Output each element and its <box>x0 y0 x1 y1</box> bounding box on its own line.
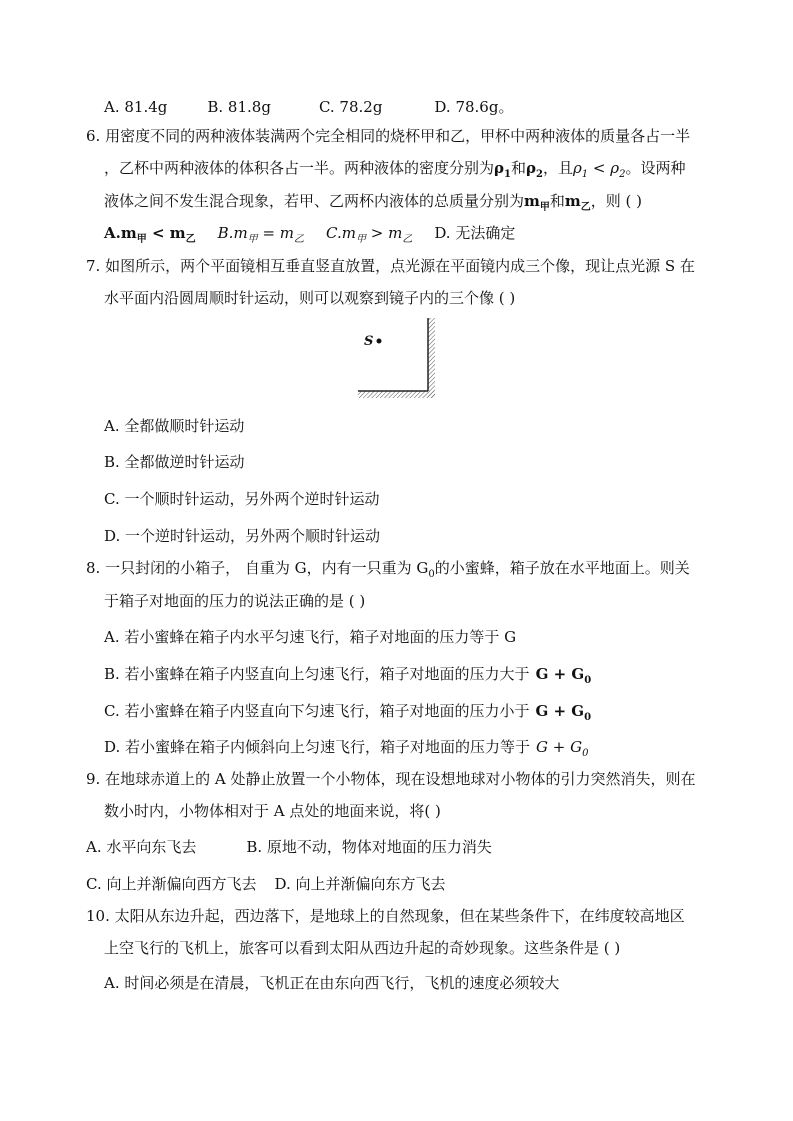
g-plus-g0: $G + G_0$ <box>535 702 592 723</box>
q8-stem-line1 <box>86 558 690 578</box>
q9-option-c: C. 向上并渐偏向西方飞去 <box>86 875 257 893</box>
and-text: 和 <box>510 159 526 177</box>
q5-option-a: A. 81.4g <box>104 98 168 116</box>
point-source-dot <box>377 339 382 344</box>
perpendicular-mirrors-diagram <box>358 318 442 402</box>
q8-option-d-text: D. 若小蜜蜂在箱子内倾斜向上匀速飞行，箱子对地面的压力等于 <box>104 738 531 756</box>
vertical-mirror-hatch <box>428 318 435 398</box>
g-plus-g0: $G + G_0$ <box>535 665 592 686</box>
rho2-symbol: $\rho_2$ <box>525 159 543 180</box>
g-plus-g0: $G + G_0$ <box>536 738 589 759</box>
q9-option-b: B. 原地不动，物体对地面的压力消失 <box>246 838 492 856</box>
q9-stem-line1: 9. 在地球赤道上的 A 处静止放置一个小物体，现在设想地球对小物体的引力突然消失，则在 <box>86 770 696 788</box>
horizontal-mirror-hatch <box>358 391 435 398</box>
q8-line1-text: 8. 一只封闭的小箱子， 自重为 G，内有一只重为 G <box>86 559 429 577</box>
g0-subscript: 0 <box>428 569 435 580</box>
q8-option-c <box>104 701 591 721</box>
q6-option-a: $A.m_甲 < m_乙$ <box>104 224 196 245</box>
q6-option-d: D. 无法确定 <box>434 224 516 242</box>
q6-line3-end: ，则 ( ) <box>590 192 643 210</box>
q7-stem-line1: 7. 如图所示，两个平面镜相互垂直竖直放置，点光源在平面镜内成三个像，现让点光源 S 在 <box>86 257 695 275</box>
q6-option-b: $B.m_甲 = m_乙$ <box>217 224 305 245</box>
m-jia-symbol: $m_甲$ <box>524 192 550 213</box>
q10-stem-line1: 10. 太阳从东边升起，西边落下，是地球上的自然现象，但在某些条件下，在纬度较高地区 <box>86 907 685 925</box>
q8-option-b-text: B. 若小蜜蜂在箱子内竖直向上匀速飞行，箱子对地面的压力大于 <box>104 665 530 683</box>
q10-option-a: A. 时间必须是在清晨，飞机正在由东向西飞行，飞机的速度必须较大 <box>104 974 560 992</box>
q8-line1-end: 的小蜜蜂，箱子放在水平地面上。则关 <box>434 559 690 577</box>
q7-option-c: C. 一个顺时针运动，另外两个逆时针运动 <box>104 490 380 508</box>
q5-options <box>104 97 513 117</box>
q9-options-row1 <box>86 837 492 857</box>
q8-option-a: A. 若小蜜蜂在箱子内水平匀速飞行，箱子对地面的压力等于 G <box>104 628 517 646</box>
q6-stem-line2 <box>104 158 685 178</box>
point-source-label: S <box>364 334 374 349</box>
q7-option-a: A. 全都做顺时针运动 <box>104 417 245 435</box>
q6-option-c: $C.m_甲 > m_乙$ <box>326 224 413 245</box>
q6-line2-end: 。设两种 <box>625 159 686 177</box>
and-also-text: ，且 <box>542 159 573 177</box>
q10-stem-line2: 上空飞行的飞机上，旅客可以看到太阳从西边升起的奇妙现象。这些条件是 ( ) <box>104 939 621 957</box>
q6-stem-line1: 6. 用密度不同的两种液体装满两个完全相同的烧杯甲和乙，甲杯中两种液体的质量各占一半 <box>86 127 691 145</box>
q5-option-b: B. 81.8g <box>207 98 271 116</box>
q8-option-c-text: C. 若小蜜蜂在箱子内竖直向下匀速飞行，箱子对地面的压力小于 <box>104 702 530 720</box>
q6-options <box>104 223 515 243</box>
q6-line2-text: ，乙杯中两种液体的体积各占一半。两种液体的密度分别为 <box>104 159 495 177</box>
q7-option-b: B. 全都做逆时针运动 <box>104 453 245 471</box>
rho-inequality: $\rho_1 < \rho_2$ <box>572 159 626 180</box>
m-yi-symbol: $m_乙$ <box>564 192 591 213</box>
q6-stem-line3 <box>104 191 642 211</box>
q9-option-d: D. 向上并渐偏向东方飞去 <box>274 875 446 893</box>
q8-option-b <box>104 664 591 684</box>
q9-options-row2 <box>86 874 446 894</box>
q6-line3-text: 液体之间不发生混合现象，若甲、乙两杯内液体的总质量分别为 <box>104 192 525 210</box>
q5-option-d: D. 78.6g。 <box>434 98 514 116</box>
q7-stem-line2: 水平面内沿圆周顺时针运动，则可以观察到镜子内的三个像 ( ) <box>104 289 516 307</box>
and-text: 和 <box>549 192 565 210</box>
q9-option-a: A. 水平向东飞去 <box>86 838 197 856</box>
q9-stem-line2: 数小时内，小物体相对于 A 点处的地面来说，将( ) <box>104 802 441 820</box>
mirror-figure <box>358 318 442 402</box>
q7-option-d: D. 一个逆时针运动，另外两个顺时针运动 <box>104 527 381 545</box>
q5-option-c: C. 78.2g <box>318 98 383 116</box>
q8-option-d <box>104 737 588 757</box>
rho1-symbol: $\rho_1$ <box>494 159 511 180</box>
q8-stem-line2: 于箱子对地面的压力的说法正确的是 ( ) <box>104 592 366 610</box>
